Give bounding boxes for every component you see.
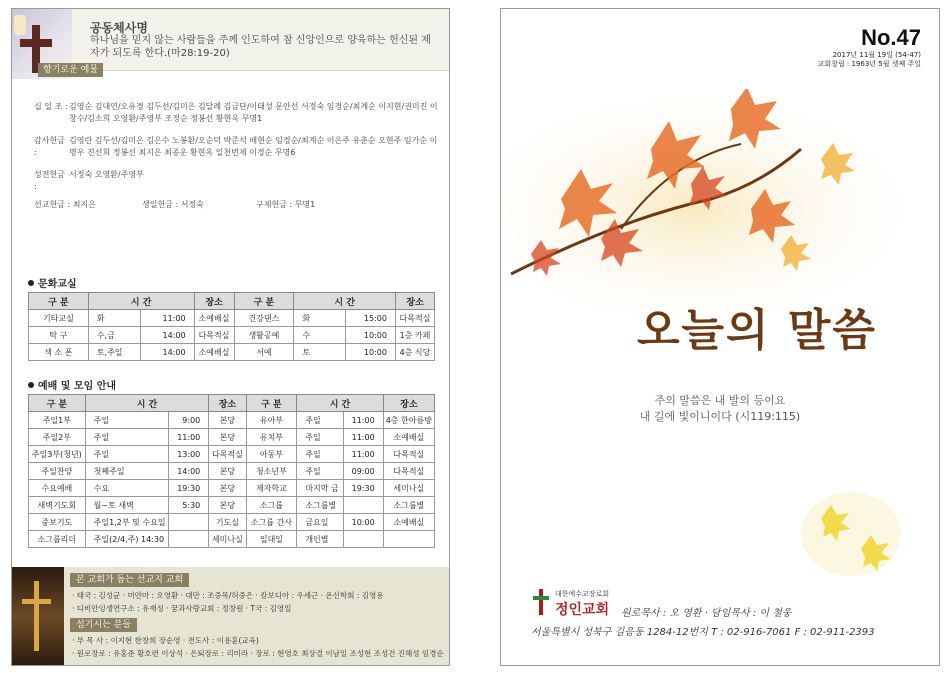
worship-cell: 본당 [209,412,246,429]
worship-cell [168,531,209,548]
bullet-icon [28,382,34,388]
offering-tag: 향기로운 예물 [38,63,103,77]
worship-table [28,394,435,548]
worship-cell: 19:30 [344,480,383,497]
culture-cell: 소예배실 [194,310,234,327]
worship-cell: 소그룹별 [297,497,344,514]
worship-cell [383,531,434,548]
worship-row [29,429,435,446]
worship-cell: 수요 [85,480,168,497]
cover-title: 오늘의 말씀 [637,305,877,356]
worship-row [29,412,435,429]
culture-cell: 4층 식당 [395,344,434,361]
culture-cell: 화 [294,310,346,327]
worship-cell: 주일 [85,429,168,446]
missionary-band [12,567,449,666]
culture-cell: 1층 카페 [395,327,434,344]
worship-cell: 5:30 [168,497,209,514]
worship-cell: 19:30 [168,480,209,497]
worship-cell: 기도실 [209,514,246,531]
worship-cell [168,514,209,531]
culture-cell: 색 소 폰 [29,344,89,361]
culture-table [28,292,435,361]
culture-cell: 다목적실 [194,327,234,344]
worship-cell: 본당 [209,480,246,497]
worship-cell: 주일찬양 [29,463,86,480]
worship-cell: 11:00 [168,429,209,446]
culture-header-cell: 시 간 [88,293,194,310]
culture-header-cell: 시 간 [294,293,396,310]
worship-header-cell: 구 분 [246,395,297,412]
worship-row [29,531,435,548]
servers-line-1: · 부 목 사 : 이지현 한창희 장순영 · 전도사 : 이용훈(교육) [72,636,259,645]
worship-cell: 본당 [209,497,246,514]
worship-cell: 일대일 [246,531,297,548]
worship-cell: 본당 [209,429,246,446]
worship-cell: 주일1부 [29,412,86,429]
autumn-leaves-illustration [501,89,940,329]
building-label: 성전헌금 : [34,170,65,191]
worship-cell: 10:00 [344,514,383,531]
birthday-offering: 생일헌금 : 서정숙 [142,200,204,209]
worship-cell: 소그룹리더 [29,531,86,548]
mission-offering: 선교헌금 : 최지은 [34,200,96,209]
worship-cell: 소그룹별 [383,497,434,514]
culture-row [29,327,435,344]
worship-header-cell: 장소 [383,395,434,412]
mission-title: 공동체사명 [90,21,148,35]
culture-heading: 문화교실 [28,275,77,290]
tithe-row [34,101,439,125]
issue-number: No.47 [861,25,921,50]
worship-cell: 주일 [297,412,344,429]
worship-cell: 개인별 [297,531,344,548]
church-cross-logo [531,589,551,615]
cover-page [500,8,940,666]
yellow-leaves-illustration [801,489,901,579]
worship-cell: 유치부 [246,429,297,446]
worship-row [29,514,435,531]
worship-cell: 주일3부(청년) [29,446,86,463]
culture-cell: 생활공예 [234,327,294,344]
worship-cell: 세미나실 [209,531,246,548]
worship-cell: 중보기도 [29,514,86,531]
worship-row [29,446,435,463]
worship-cell [344,531,383,548]
worship-cell: 9:00 [168,412,209,429]
thanks-names: 김영란 김두선/김미은 김은수 노봉환/오순덕 박준석 배현순 임경순/최계순 이은주 유춘순 오현주 임가순 이명우 진선희 정봉선 최지은 최종운 황현옥 일천번제 이경순 무명6 [69,136,438,157]
lit-cross-image [12,567,64,666]
worship-cell: 주일 [297,463,344,480]
culture-cell: 수 [294,327,346,344]
building-row [34,169,439,193]
worship-cell: 새벽기도회 [29,497,86,514]
church-address: 서울특별시 성북구 길음동 1284-12번지 T : 02-916-7061 F : 02-911-2393 [531,627,875,638]
culture-cell: 수,금 [88,327,140,344]
worship-cell: 본당 [209,463,246,480]
worship-cell: 주일 [297,429,344,446]
cross-icon [34,581,39,651]
culture-cell: 15:00 [346,310,396,327]
worship-row [29,480,435,497]
worship-cell: 청소년부 [246,463,297,480]
worship-header-cell: 구 분 [29,395,86,412]
worship-cell: 첫째주일 [85,463,168,480]
worship-cell: 유아부 [246,412,297,429]
worship-cell: 주일 [85,412,168,429]
worship-cell: 금요일 [297,514,344,531]
verse-line-2: 내 길에 빛이니이다 (시119:115) [639,410,801,423]
missionary-tag: 본 교회가 돕는 선교지 교회 [70,573,189,587]
building-names: 서정숙 오영환/주영부 [69,170,144,179]
worship-cell: 월~토 새벽 [85,497,168,514]
issue-date: 2017년 11월 19일 (54-47) [832,51,921,59]
worship-cell: 소그룹 [246,497,297,514]
worship-cell: 다목적실 [383,446,434,463]
culture-header-cell: 장소 [194,293,234,310]
culture-header-cell: 구 분 [29,293,89,310]
worship-cell: 다목적실 [209,446,246,463]
worship-heading: 예배 및 모임 안내 [28,377,116,392]
servers-line-2: · 원로장로 : 유홍준 황호련 이상석 · 은퇴장로 : 리미라 · 장로 : 현영호 최상결 이남일 조성현 조성건 진해성 임경순 [72,649,444,658]
culture-cell: 소예배실 [194,344,234,361]
issue-date-block [818,51,921,69]
culture-row [29,310,435,327]
verse-line-1: 주의 말씀은 내 발의 등이요 [654,394,786,407]
tithe-names: 김영순 김대연/오유경 김두선/김미은 김달례 김금단/이태성 문안선 서정숙 임경순/최계순 이지현/권미진 이창수/김소희 오영환/주영부 조정순 정봉선 황현옥 무명1 [69,102,438,123]
worship-cell: 주일 [85,446,168,463]
pastors: 원로목사 : 오 영환 · 담임목사 : 이 철웅 [621,608,792,619]
culture-cell: 기타교실 [29,310,89,327]
bullet-icon [28,280,34,286]
worship-cell: 14:00 [168,463,209,480]
thanks-label: 감사헌금 : [34,136,65,157]
thanks-row [34,135,439,159]
worship-cell [344,497,383,514]
worship-cell: 소그룹 간사 [246,514,297,531]
worship-row [29,497,435,514]
culture-cell: 11:00 [140,310,194,327]
culture-cell: 화 [88,310,140,327]
worship-cell: 제자학교 [246,480,297,497]
servers-tag: 섬기시는 분들 [70,618,137,632]
culture-row [29,344,435,361]
worship-cell: 아동부 [246,446,297,463]
culture-header-cell: 장소 [395,293,434,310]
worship-cell: 11:00 [344,446,383,463]
relief-offering: 구제헌금 : 무명1 [256,200,316,209]
culture-cell: 서예 [234,344,294,361]
worship-cell: 주일(2/4,주) 14:30 [85,531,168,548]
worship-cell: 세미나실 [383,480,434,497]
culture-cell: 10:00 [346,327,396,344]
worship-row [29,463,435,480]
worship-header-cell: 시 간 [297,395,383,412]
culture-header-cell: 구 분 [234,293,294,310]
culture-cell: 토,주일 [88,344,140,361]
worship-cell: 소예배실 [383,429,434,446]
culture-cell: 10:00 [346,344,396,361]
worship-cell: 마지막 금 [297,480,344,497]
culture-cell: 14:00 [140,344,194,361]
culture-cell: 14:00 [140,327,194,344]
worship-cell: 수요예배 [29,480,86,497]
tithe-label: 십 일 조 : [34,102,68,111]
worship-cell: 4층 한아름방 [383,412,434,429]
worship-cell: 11:00 [344,412,383,429]
culture-cell: 건강댄스 [234,310,294,327]
worship-cell: 11:00 [344,429,383,446]
worship-cell: 주일2부 [29,429,86,446]
founded-date: 교회창립 : 1963년 5월 셋째 주일 [817,60,921,68]
worship-cell: 주일 [297,446,344,463]
culture-cell: 다목적실 [395,310,434,327]
candle-icon [14,15,26,35]
worship-header-cell: 장소 [209,395,246,412]
church-name: 정인교회 [555,602,610,618]
mission-text: 하나님을 믿지 않는 사람들을 주께 인도하여 참 신앙인으로 양육하는 헌신된 제자가 되도록 한다.(마28:19-20) [90,35,431,59]
worship-cell: 13:00 [168,446,209,463]
worship-cell: 소예배실 [383,514,434,531]
culture-cell: 토 [294,344,346,361]
worship-cell: 09:00 [344,463,383,480]
missionary-line-2: · 디비안잉셍연구소 : 유재성 · 꿈과사랑교회 : 정창원 · T국 : 김영일 [72,604,292,613]
left-page [11,8,450,666]
worship-header-cell: 시 간 [85,395,209,412]
culture-cell: 탁 구 [29,327,89,344]
missionary-line-1: · 태국 : 김성균 · 미얀마 : 오영환 · 대만 : 조중목/허중은 · 캄보디아 : 우세근 · 온신학회 : 김영용 [72,591,384,600]
worship-cell: 주일1,2부 및 수요일 [85,514,168,531]
denomination: 대한예수교장로회 [555,590,610,598]
worship-cell: 다목적실 [383,463,434,480]
